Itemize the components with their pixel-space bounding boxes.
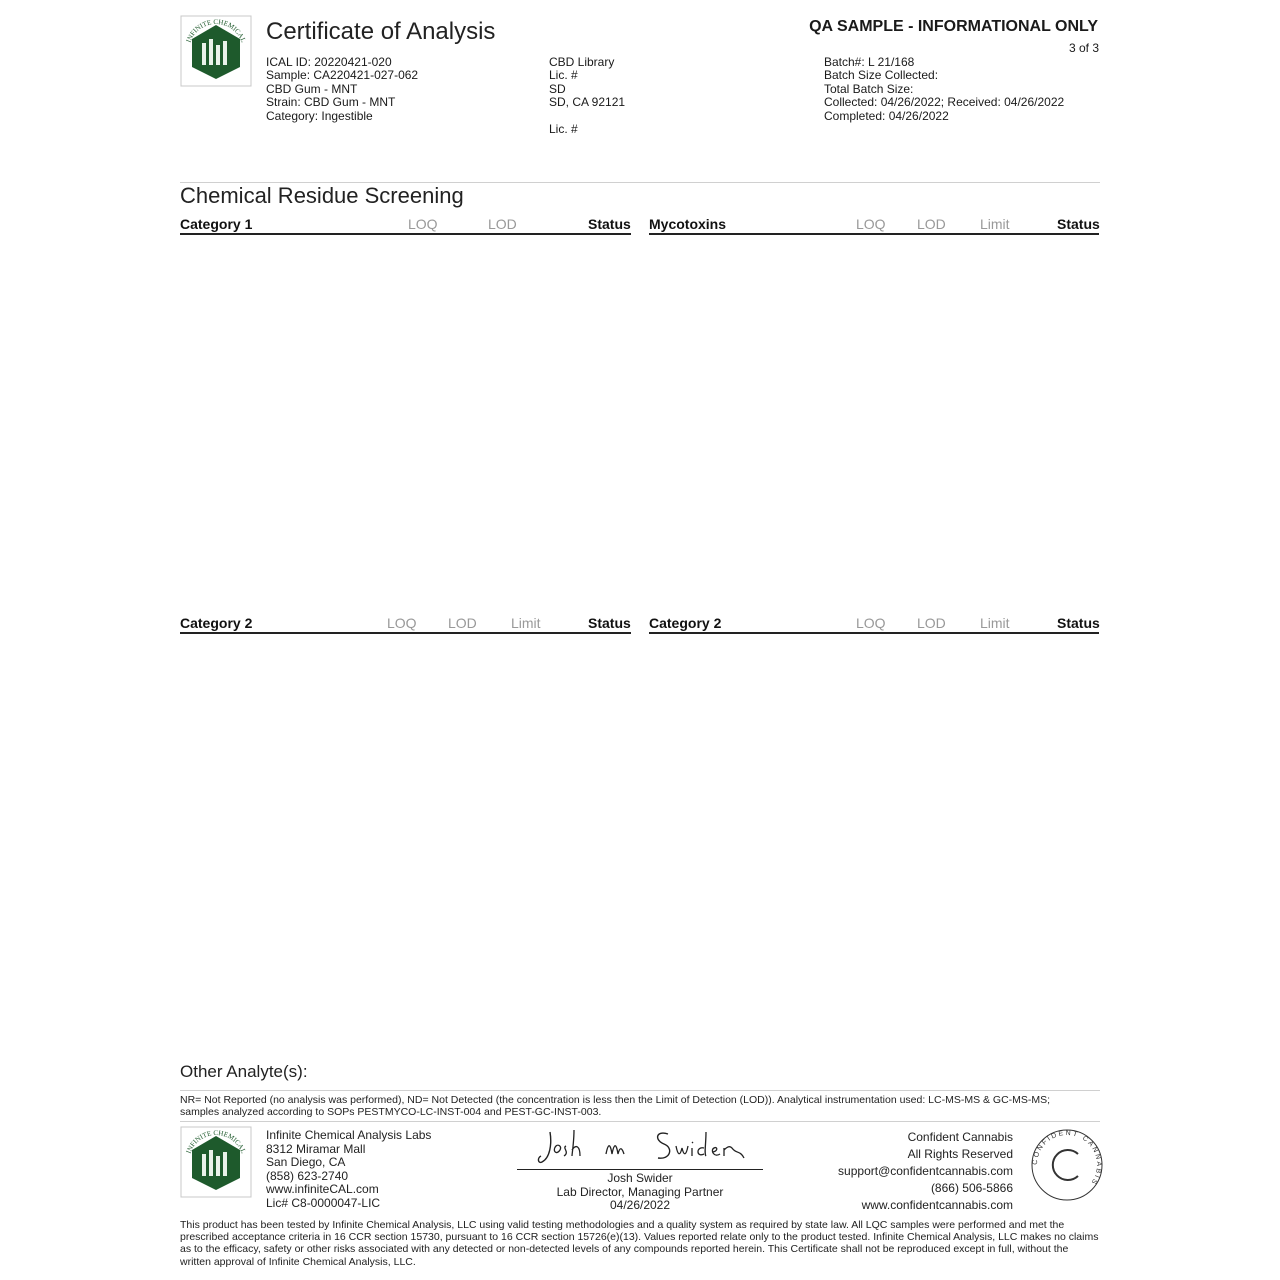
page-title: Certificate of Analysis: [266, 18, 496, 45]
mycotoxins-limit: Limit: [980, 216, 1010, 232]
signature-line: [517, 1169, 763, 1170]
svg-text:CONFIDENT CANNABIS: [1032, 1130, 1102, 1187]
confident-cannabis-logo-graphic: [1030, 1128, 1104, 1202]
confident-website: www.confidentcannabis.com: [861, 1198, 1013, 1212]
mycotoxins-loq: LOQ: [856, 216, 886, 232]
batch-size-collected: Batch Size Collected:: [824, 68, 939, 83]
category-2-left-loq: LOQ: [387, 615, 417, 631]
confident-email: support@confidentcannabis.com: [838, 1164, 1013, 1178]
notes-divider: [180, 1121, 1100, 1122]
category-2-right-loq: LOQ: [856, 615, 886, 631]
category-1-header: Category 1: [180, 216, 253, 232]
strain: Strain: CBD Gum - MNT: [266, 95, 396, 110]
client-city: SD: [549, 81, 566, 96]
footer-lab-logo-graphic: [180, 1126, 252, 1198]
other-analytes-heading: Other Analyte(s):: [180, 1062, 308, 1081]
ical-id: ICAL ID: 20220421-020: [266, 55, 392, 69]
category-2-right-status: Status: [1057, 615, 1100, 631]
signature-graphic: [536, 1124, 751, 1170]
sample-info: [266, 56, 418, 123]
completed-date: Completed: 04/26/2022: [824, 108, 949, 123]
category-2-right-header: Category 2: [649, 615, 722, 631]
client-license-2: Lic. #: [549, 122, 578, 137]
category-1-underline: [180, 233, 631, 235]
lab-city: San Diego, CA: [266, 1155, 346, 1170]
confident-phone: (866) 506-5866: [930, 1181, 1013, 1195]
svg-text:INFINITE CHEMICAL: INFINITE CHEMICAL: [184, 1128, 248, 1155]
lab-website: www.infiniteCAL.com: [266, 1182, 379, 1197]
other-analytes-divider: [180, 1090, 1100, 1091]
mycotoxins-underline: [649, 233, 1099, 235]
client-name: CBD Library: [549, 55, 615, 69]
client-info: [549, 56, 625, 136]
qa-sample-label: QA SAMPLE - INFORMATIONAL ONLY: [809, 18, 1098, 35]
category-2-left-status: Status: [588, 615, 631, 631]
lab-license: Lic# C8-0000047-LIC: [266, 1195, 381, 1210]
category-1-lod: LOD: [488, 216, 517, 232]
client-spacer: [549, 110, 625, 123]
signatory-date: 04/26/2022: [609, 1198, 671, 1213]
svg-text:INFINITE CHEMICAL: INFINITE CHEMICAL: [184, 17, 248, 44]
page-number: 3 of 3: [1068, 41, 1099, 55]
confident-name: Confident Cannabis: [907, 1130, 1013, 1144]
signatory-role: Lab Director, Managing Partner: [556, 1184, 724, 1199]
client-address: SD, CA 92121: [549, 95, 626, 110]
lab-logo: [180, 15, 252, 92]
mycotoxins-header: Mycotoxins: [649, 216, 727, 232]
section-title: Chemical Residue Screening: [180, 183, 464, 208]
category-1-loq: LOQ: [408, 216, 438, 232]
batch-info: [824, 56, 1064, 123]
footer-lab-logo: [180, 1126, 252, 1203]
category-1-status: Status: [588, 216, 631, 232]
mycotoxins-status: Status: [1057, 216, 1100, 232]
lab-phone: (858) 623-2740: [266, 1168, 349, 1183]
collected-received: Collected: 04/26/2022; Received: 04/26/2022: [824, 95, 1065, 110]
category-2-right-limit: Limit: [980, 615, 1010, 631]
lab-address-block: [266, 1129, 431, 1211]
disclaimer: This product has been tested by Infinite Chemical Analysis, LLC using valid testing methodologies and a quality system as required by state law. All LQC samples were performed and met the prescribed acceptance criteria in 16 CCR section 15730, pursuant to 16 CCR section 15726(e)(13). Values reported relate only to the product tested. Infinite Chemical Analysis, LLC makes no claims as to the efficacy, safety or other risks associated with any detected or non-detected levels of any compounds reported herein. This Certificate shall not be reproduced except in full, without the written approval of Infinite Chemical Analysis, LLC.: [180, 1219, 1099, 1268]
confident-cannabis-block: [780, 1129, 1013, 1214]
category-2-left-lod: LOD: [448, 615, 477, 631]
confident-rights: All Rights Reserved: [907, 1147, 1013, 1161]
confident-cannabis-logo: [1030, 1128, 1104, 1207]
category-2-left-underline: [180, 632, 631, 634]
client-license: Lic. #: [549, 68, 578, 83]
lab-street: 8312 Miramar Mall: [266, 1141, 366, 1156]
total-batch-size: Total Batch Size:: [824, 81, 914, 96]
lab-name: Infinite Chemical Analysis Labs: [266, 1128, 432, 1142]
category-2-left-header: Category 2: [180, 615, 253, 631]
confident-logo-text: CONFIDENT CANNABIS: [1031, 1129, 1103, 1187]
mycotoxins-lod: LOD: [917, 216, 946, 232]
category-2-left-limit: Limit: [511, 615, 541, 631]
lab-logo-graphic: [180, 15, 252, 87]
analysis-notes: NR= Not Reported (no analysis was performed), ND= Not Detected (the concentration is less then the Limit of Detection (LOD)). Analytical instrumentation used: LC-MS-MS & GC-MS-MS; samples analyzed according to SOPs PESTMYCO-LC-INST-004 and PEST-GC-INST-003.: [180, 1094, 1051, 1118]
signatory-block: [517, 1172, 763, 1213]
signature-image: [536, 1124, 751, 1175]
category-2-right-lod: LOD: [917, 615, 946, 631]
category-2-right-underline: [649, 632, 1099, 634]
batch-number: Batch#: L 21/168: [824, 55, 915, 69]
category: Category: Ingestible: [266, 108, 373, 123]
signatory-name: Josh Swider: [607, 1171, 673, 1185]
sample-id: Sample: CA220421-027-062: [266, 68, 419, 83]
product-name: CBD Gum - MNT: [266, 81, 358, 96]
